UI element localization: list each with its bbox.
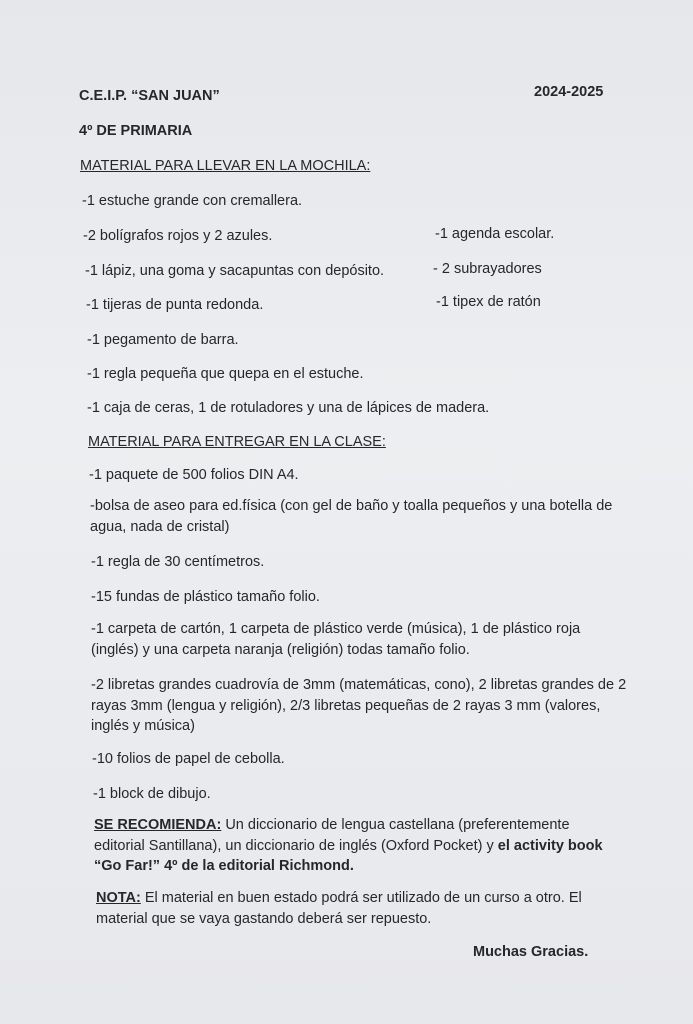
clase-item: -2 libretas grandes cuadrovía de 3mm (matemáticas, cono), 2 libretas grandes de 2 rayas 3mm (lengua y religión), 2/3 libretas pequeñas de 2 rayas 3 mm (valores, inglés y música) bbox=[91, 677, 627, 734]
mochila-right-item: - 2 subrayadores bbox=[433, 261, 542, 277]
clase-item: -1 regla de 30 centímetros. bbox=[91, 554, 265, 570]
closing-signature: Muchas Gracias. bbox=[473, 944, 589, 960]
note-paragraph bbox=[96, 888, 606, 929]
mochila-item: -1 regla pequeña que quepa en el estuche. bbox=[87, 366, 364, 382]
school-name: C.E.I.P. “SAN JUAN” bbox=[79, 88, 220, 104]
mochila-right-item: -1 tipex de ratón bbox=[436, 294, 541, 310]
mochila-item: -2 bolígrafos rojos y 2 azules. bbox=[83, 228, 273, 244]
clase-item: -bolsa de aseo para ed.física (con gel de baño y toalla pequeños y una botella de agua, nada de cristal) bbox=[90, 498, 613, 535]
clase-item: -1 block de dibujo. bbox=[93, 786, 211, 802]
mochila-item: -1 estuche grande con cremallera. bbox=[82, 193, 303, 209]
grade-title: 4º DE PRIMARIA bbox=[79, 123, 193, 139]
recommendation-bold-text: el activity book “Go Far!” 4º de la editorial Richmond. bbox=[94, 837, 603, 874]
clase-section-title: MATERIAL PARA ENTREGAR EN LA CLASE: bbox=[88, 434, 386, 450]
recommendation-text: Un diccionario de lengua castellana (preferentemente editorial Santillana), un diccionario de inglés (Oxford Pocket) y bbox=[94, 817, 570, 854]
school-year: 2024-2025 bbox=[534, 84, 604, 100]
clase-item: -15 fundas de plástico tamaño folio. bbox=[91, 589, 320, 605]
note-text: El material en buen estado podrá ser utilizado de un curso a otro. El material que se vaya gastando deberá ser repuesto. bbox=[96, 890, 582, 927]
clase-item: -1 paquete de 500 folios DIN A4. bbox=[89, 467, 299, 483]
mochila-item: -1 pegamento de barra. bbox=[87, 332, 239, 348]
mochila-right-item: -1 agenda escolar. bbox=[435, 226, 555, 242]
mochila-item: -1 lápiz, una goma y sacapuntas con depósito. bbox=[85, 263, 385, 279]
recommendation-paragraph bbox=[94, 815, 614, 877]
mochila-item: -1 tijeras de punta redonda. bbox=[86, 297, 264, 313]
clase-item: -1 carpeta de cartón, 1 carpeta de plástico verde (música), 1 de plástico roja (inglés) y una carpeta naranja (religión) todas tamaño folio. bbox=[91, 621, 581, 658]
mochila-section-title: MATERIAL PARA LLEVAR EN LA MOCHILA: bbox=[80, 158, 371, 174]
mochila-item: -1 caja de ceras, 1 de rotuladores y una de lápices de madera. bbox=[87, 400, 490, 416]
note-label: NOTA: bbox=[96, 890, 141, 906]
recommendation-label: SE RECOMIENDA: bbox=[94, 817, 222, 833]
clase-item: -10 folios de papel de cebolla. bbox=[92, 751, 285, 767]
